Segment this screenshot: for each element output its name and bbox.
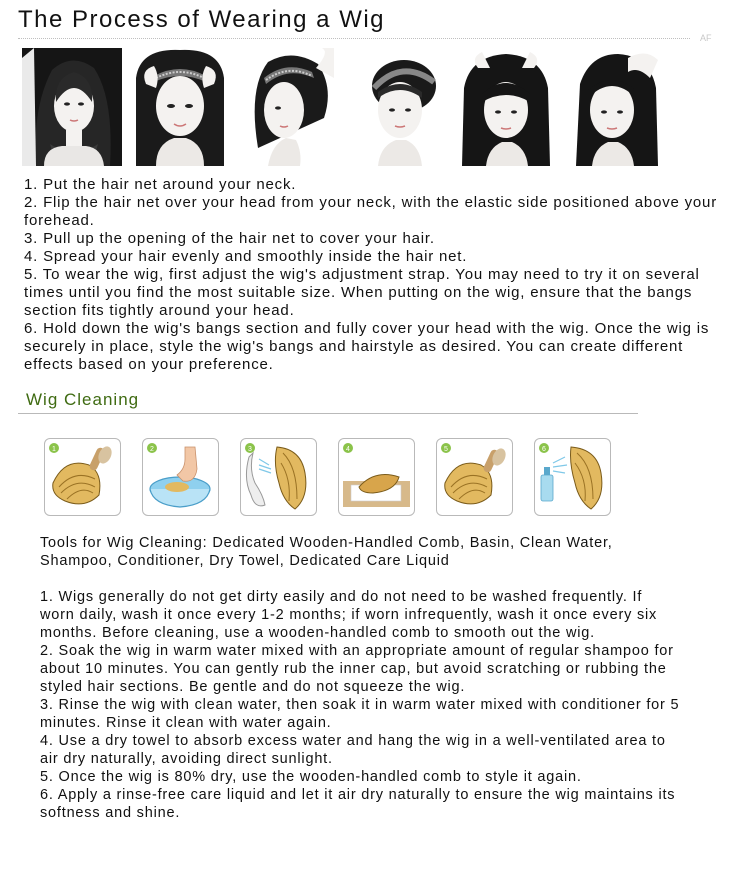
wearing-step: 3. Pull up the opening of the hair net to cover your hair. <box>24 230 435 247</box>
comb-style-icon <box>436 438 513 516</box>
wearing-steps <box>24 176 729 374</box>
soak-basin-icon <box>142 438 219 516</box>
cleaning-step: 2. Soak the wig in warm water mixed with an appropriate amount of regular shampoo for about 10 minutes. You can gently rub the inner cap, but avoid scratching or rubbing the styled hair sections. Be gentle and do not squeeze the wig. <box>40 643 674 695</box>
step-number: 1 <box>52 446 56 453</box>
cleaning-step: 5. Once the wig is 80% dry, use the wooden-handled comb to style it again. <box>40 769 582 785</box>
cleaning-step: 4. Use a dry towel to absorb excess water and hang the wig in a well-ventilated area to air dry naturally, avoiding direct sunlight. <box>40 733 666 767</box>
wearing-step: 2. Flip the hair net over your head from your neck, with the elastic side positioned above your forehead. <box>24 194 717 229</box>
cleaning-step: 3. Rinse the wig with clean water, then soak it in warm water mixed with conditioner for 5 minutes. Rinse it clean with water again. <box>40 697 680 731</box>
wig-step-5-put-on-wig-icon <box>456 48 556 166</box>
dry-towel-icon <box>338 438 415 516</box>
wearing-step: 6. Hold down the wig's bangs section and fully cover your head with the wig. Once the wig is securely in place, style the wig's bangs and hairstyle as desired. You can create different effects based on your preference. <box>24 320 710 373</box>
step-number: 6 <box>542 446 546 453</box>
wearing-step: 1. Put the hair net around your neck. <box>24 176 297 193</box>
corner-watermark: AF <box>700 33 712 43</box>
step-number: 4 <box>346 446 350 453</box>
step-number: 5 <box>444 446 448 453</box>
title-divider <box>18 38 690 39</box>
cleaning-step: 1. Wigs generally do not get dirty easily and do not need to be washed frequently. If worn daily, wash it once every 1-2 months; if worn infrequently, wash it once every six months. Before cleaning, use a wooden-handled comb to smooth out the wig. <box>40 589 658 641</box>
page-title: The Process of Wearing a Wig <box>18 6 386 33</box>
step-number: 2 <box>150 446 154 453</box>
wearing-step: 4. Spread your hair evenly and smoothly inside the hair net. <box>24 248 468 265</box>
step-number: 3 <box>248 446 252 453</box>
wig-step-1-hairnet-neck-icon <box>22 48 122 166</box>
rinse-wig-icon <box>240 438 317 516</box>
wig-step-6-hold-bangs-icon <box>566 48 666 166</box>
comb-wig-icon <box>44 438 121 516</box>
wig-step-3-pull-net-icon <box>238 48 338 166</box>
cleaning-tools: Tools for Wig Cleaning: Dedicated Wooden-Handled Comb, Basin, Clean Water, Shampoo, Conditioner, Dry Towel, Dedicated Care Liquid <box>40 535 613 569</box>
cleaning-step: 6. Apply a rinse-free care liquid and let it air dry naturally to ensure the wig maintains its softness and shine. <box>40 787 676 821</box>
spray-care-liquid-icon <box>534 438 611 516</box>
cleaning-steps <box>40 588 680 822</box>
wig-cleaning-heading: Wig Cleaning <box>26 390 140 409</box>
section-divider <box>18 413 638 414</box>
wearing-step: 5. To wear the wig, first adjust the wig's adjustment strap. You may need to try it on several times until you find the most suitable size. When putting on the wig, ensure that the bangs section fits tightly around your head. <box>24 266 700 319</box>
wig-step-2-flip-net-icon <box>130 48 230 166</box>
wig-step-4-spread-hair-icon <box>348 48 448 166</box>
